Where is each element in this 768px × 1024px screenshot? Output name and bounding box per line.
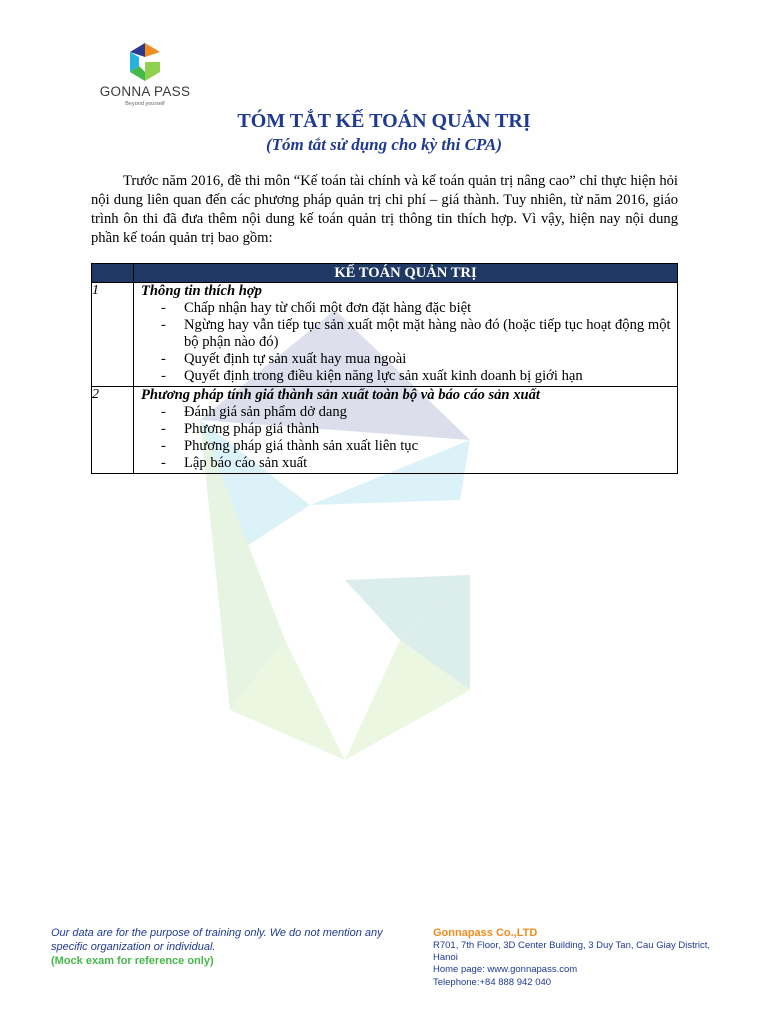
section-title: Thông tin thích hợp (141, 283, 262, 299)
table-header-blank (92, 264, 134, 283)
row-number: 1 (92, 283, 134, 387)
section-items (134, 404, 677, 473)
list-item: - Quyết định trong điều kiện năng lực sản xuất kinh doanh bị giới hạn (134, 368, 673, 385)
list-item: - Chấp nhận hay từ chối một đơn đặt hàng đặc biệt (134, 300, 673, 317)
logo-wordmark: GONNA PASS (99, 84, 191, 99)
list-item: - Quyết định tự sản xuất hay mua ngoài (134, 351, 673, 368)
footer-contact-block (433, 926, 723, 989)
list-item: - Phương pháp giá thành (134, 421, 673, 438)
list-item: - Lập báo cáo sản xuất (134, 455, 673, 472)
row-content (134, 387, 678, 474)
company-name: Gonnapass Co.,LTD (433, 927, 538, 939)
row-content (134, 283, 678, 387)
company-address: R701, 7th Floor, 3D Center Building, 3 Duy Tan, Cau Giay District, Hanoi (433, 940, 711, 964)
table-row (92, 283, 678, 387)
list-item: - Phương pháp giá thành sản xuất liên tục (134, 438, 673, 455)
row-number: 2 (92, 387, 134, 474)
gonnapass-logo (90, 42, 200, 112)
document-title: TÓM TẮT KẾ TOÁN QUẢN TRỊ (237, 110, 531, 132)
footer-disclaimer-block (51, 926, 411, 968)
list-item: - Ngừng hay vẫn tiếp tục sản xuất một mặt hàng nào đó (hoặc tiếp tục hoạt động một bộ phận nào đó) (134, 317, 673, 351)
footer-disclaimer: Our data are for the purpose of training only. We do not mention any specific organization or individual. (51, 927, 383, 953)
management-accounting-table (91, 263, 678, 474)
document-subtitle: (Tóm tắt sử dụng cho kỳ thi CPA) (265, 135, 503, 154)
section-title: Phương pháp tính giá thành sản xuất toàn bộ và báo cáo sản xuất (141, 387, 540, 403)
company-telephone: Telephone:+84 888 942 040 (433, 976, 552, 988)
logo-tagline: Beyond yourself (125, 101, 165, 107)
footer-note: (Mock exam for reference only) (51, 955, 214, 967)
intro-paragraph: Trước năm 2016, đề thi môn “Kế toán tài chính và kế toán quản trị nâng cao” chỉ thực hiện hỏi nội dung liên quan đến các phương pháp quản trị chi phí – giá thành. Tuy nhiên, từ năm 2016, giáo trình ôn thi đã đưa thêm nội dung kế toán quản trị thông tin thích hợp. Vì vậy, hiện nay nội dung phần kế toán quản trị bao gồm: (91, 173, 678, 246)
table-row (92, 387, 678, 474)
list-item: - Đánh giá sản phẩm dở dang (134, 404, 673, 421)
table-header: KẾ TOÁN QUẢN TRỊ (134, 264, 678, 283)
table-header-row (92, 264, 678, 283)
company-homepage[interactable]: Home page: www.gonnapass.com (433, 964, 578, 976)
gonnapass-logo-icon (127, 42, 163, 82)
section-items (134, 300, 677, 386)
